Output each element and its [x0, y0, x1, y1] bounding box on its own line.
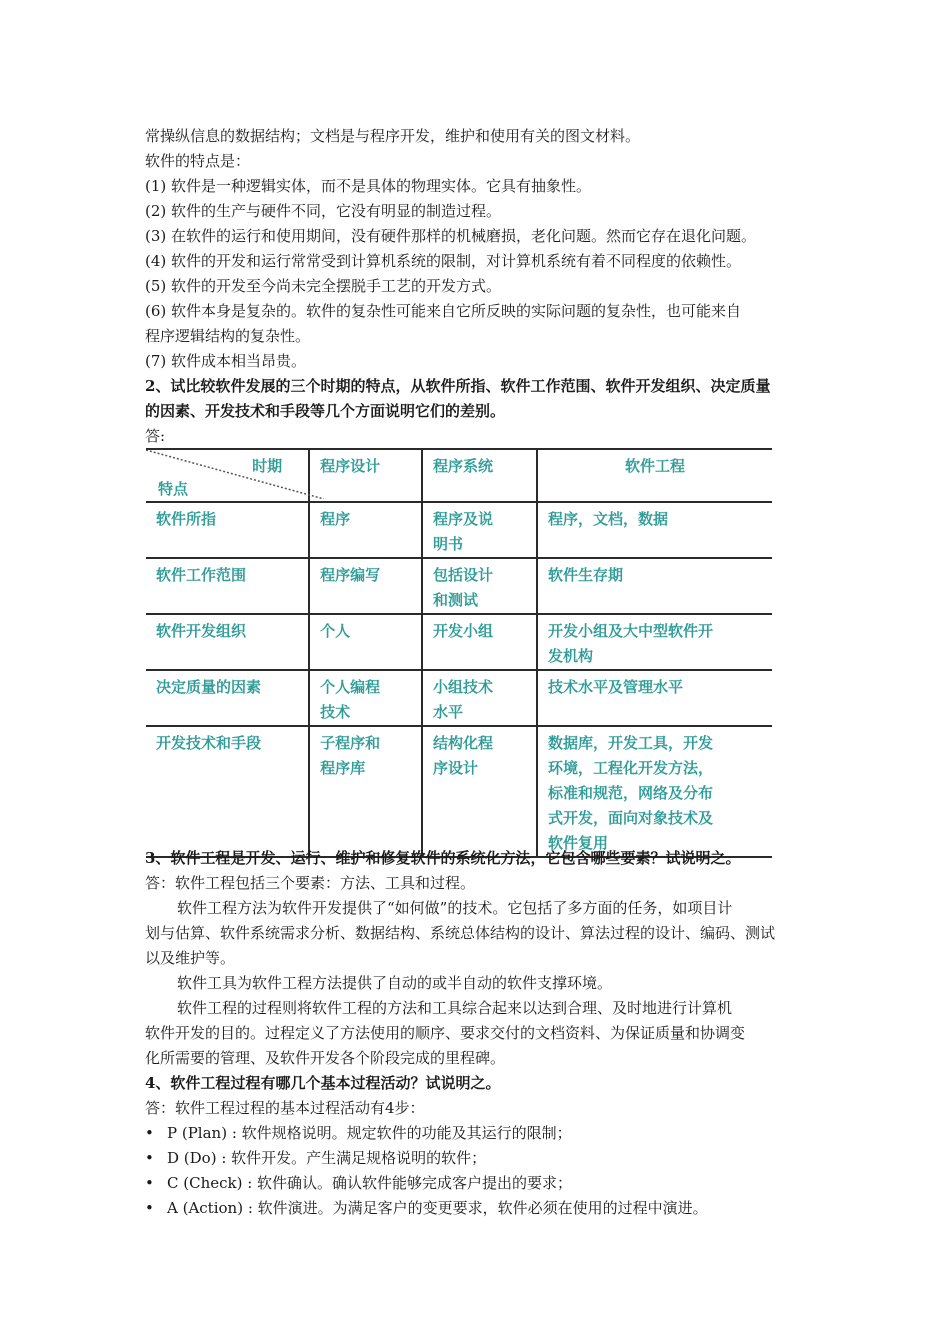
list-item-text: A (Action) : 软件演进。为满足客户的变更要求，软件必须在使用的过程中演进。 [167, 1199, 708, 1217]
intro-line: 常操纵信息的数据结构；文档是与程序开发，维护和使用有关的图文材料。 [145, 127, 641, 145]
table-cell [537, 502, 772, 558]
cell-line: 开发小组及大中型软件开 [547, 622, 713, 640]
table-cell [309, 614, 422, 670]
table-cell [309, 558, 422, 614]
answer-3-process-line2: 软件开发的目的。过程定义了方法使用的顺序、要求交付的文档资料、为保证质量和协调变 [145, 1024, 746, 1042]
table-row [146, 502, 772, 558]
question-2-line2: 的因素、开发技术和手段等几个方面说明它们的差别。 [145, 402, 506, 420]
answer-3-methods-line1: 软件工程方法为软件开发提供了“如何做”的技术。它包括了多方面的任务，如项目计 [177, 899, 733, 917]
table-cell [309, 726, 422, 857]
cell-line: 包括设计 [433, 566, 494, 584]
table-cell [422, 670, 537, 726]
feature-item-7: (7) 软件成本相当昂贵。 [145, 352, 307, 370]
header-cell: 软件工程 [537, 449, 772, 502]
row-label: 软件工作范围 [146, 558, 309, 614]
cell-line: 式开发，面向对象技术及 [547, 809, 713, 827]
cell-line: 开发小组 [433, 622, 494, 640]
table-cell [309, 502, 422, 558]
table-row [146, 670, 772, 726]
answer-2-label: 答: [145, 427, 166, 445]
bullet: • [145, 1124, 154, 1142]
list-item-text: C (Check) : 软件确认。确认软件能够完成客户提出的要求； [167, 1174, 573, 1192]
bullet: • [145, 1174, 154, 1192]
question-3: 3、软件工程是开发、运行、维护和修复软件的系统化方法，它包含哪些要素？试说明之。 [145, 849, 741, 867]
table-cell [537, 558, 772, 614]
list-item [145, 1146, 815, 1171]
answer-3-methods-line3: 以及维护等。 [145, 949, 236, 967]
question-2-line1: 2、试比较软件发展的三个时期的特点，从软件所指、软件工作范围、软件开发组织、决定质量 [145, 377, 771, 395]
cell-line: 技术水平及管理水平 [547, 678, 683, 696]
cell-line: 程序编写 [320, 566, 381, 584]
feature-item-2: (2) 软件的生产与硬件不同，它没有明显的制造过程。 [145, 202, 502, 220]
table-row [146, 558, 772, 614]
feature-item-6: (6) 软件本身是复杂的。软件的复杂性可能来自它所反映的实际问题的复杂性，也可能来自 [145, 302, 742, 320]
cell-line: 序设计 [433, 759, 479, 777]
answer-3-methods-line2: 划与估算、软件系统需求分析、数据结构、系统总体结构的设计、算法过程的设计、编码、测试 [145, 924, 776, 942]
bullet: • [145, 1199, 154, 1217]
cell-line: 个人编程 [320, 678, 381, 696]
cell-line: 发机构 [547, 647, 593, 665]
cell-line: 标准和规范，网络及分布 [547, 784, 713, 802]
bullet: • [145, 1149, 154, 1167]
list-item [145, 1196, 815, 1221]
corner-period-label: 时期 [252, 457, 283, 475]
answer-3-tools: 软件工具为软件工程方法提供了自动的或半自动的软件支撑环境。 [177, 974, 613, 992]
row-label: 软件开发组织 [146, 614, 309, 670]
cell-line: 软件生存期 [547, 566, 623, 584]
features-title: 软件的特点是： [145, 152, 251, 170]
cell-line: 程序库 [320, 759, 366, 777]
cell-line: 水平 [433, 703, 464, 721]
feature-item-4: (4) 软件的开发和运行常常受到计算机系统的限制，对计算机系统有着不同程度的依赖性。 [145, 252, 742, 270]
list-item [145, 1121, 815, 1146]
question-4: 4、软件工程过程有哪几个基本过程活动？试说明之。 [145, 1074, 501, 1092]
list-item-text: P (Plan) : 软件规格说明。规定软件的功能及其运行的限制； [167, 1124, 572, 1142]
feature-item-1: (1) 软件是一种逻辑实体，而不是具体的物理实体。它具有抽象性。 [145, 177, 592, 195]
comparison-table [146, 448, 772, 858]
table-row [146, 614, 772, 670]
row-label: 决定质量的因素 [146, 670, 309, 726]
cell-line: 结构化程 [433, 734, 494, 752]
cell-line: 数据库，开发工具，开发 [547, 734, 713, 752]
cell-line: 程序 [320, 510, 351, 528]
table-cell [422, 614, 537, 670]
answer-3-process-line3: 化所需要的管理、及软件开发各个阶段完成的里程碑。 [145, 1049, 506, 1067]
header-cell: 程序设计 [309, 449, 422, 502]
cell-line: 个人 [320, 622, 351, 640]
table-cell [422, 558, 537, 614]
list-item [145, 1171, 815, 1196]
answer-4: 答：软件工程过程的基本过程活动有4步： [145, 1099, 425, 1117]
feature-item-3: (3) 在软件的运行和使用期间，没有硬件那样的机械磨损，老化问题。然而它存在退化问题。 [145, 227, 757, 245]
cell-line: 程序，文档，数据 [547, 510, 668, 528]
table-cell [422, 726, 537, 857]
feature-item-6-cont: 程序逻辑结构的复杂性。 [145, 327, 311, 345]
table-header-row [146, 449, 772, 502]
cell-line: 环境，工程化开发方法， [547, 759, 713, 777]
cell-line: 小组技术 [433, 678, 494, 696]
table-cell [537, 726, 772, 857]
table-row [146, 726, 772, 857]
answer-3: 答：软件工程包括三个要素：方法、工具和过程。 [145, 874, 476, 892]
corner-feature-label: 特点 [158, 480, 189, 498]
feature-item-5: (5) 软件的开发至今尚未完全摆脱手工艺的开发方式。 [145, 277, 502, 295]
table-cell [309, 670, 422, 726]
header-cell: 程序系统 [422, 449, 537, 502]
table-corner-cell [146, 449, 309, 502]
row-label: 开发技术和手段 [146, 726, 309, 857]
cell-line: 和测试 [433, 591, 479, 609]
table-cell [422, 502, 537, 558]
table-cell [537, 670, 772, 726]
list-item-text: D (Do) : 软件开发。产生满足规格说明的软件； [167, 1149, 487, 1167]
table-cell [537, 614, 772, 670]
answer-3-process-line1: 软件工程的过程则将软件工程的方法和工具综合起来以达到合理、及时地进行计算机 [177, 999, 733, 1017]
cell-line: 软件复用 [547, 834, 608, 852]
cell-line: 技术 [320, 703, 351, 721]
row-label: 软件所指 [146, 502, 309, 558]
cell-line: 程序及说 [433, 510, 494, 528]
cell-line: 明书 [433, 535, 464, 553]
cell-line: 子程序和 [320, 734, 381, 752]
